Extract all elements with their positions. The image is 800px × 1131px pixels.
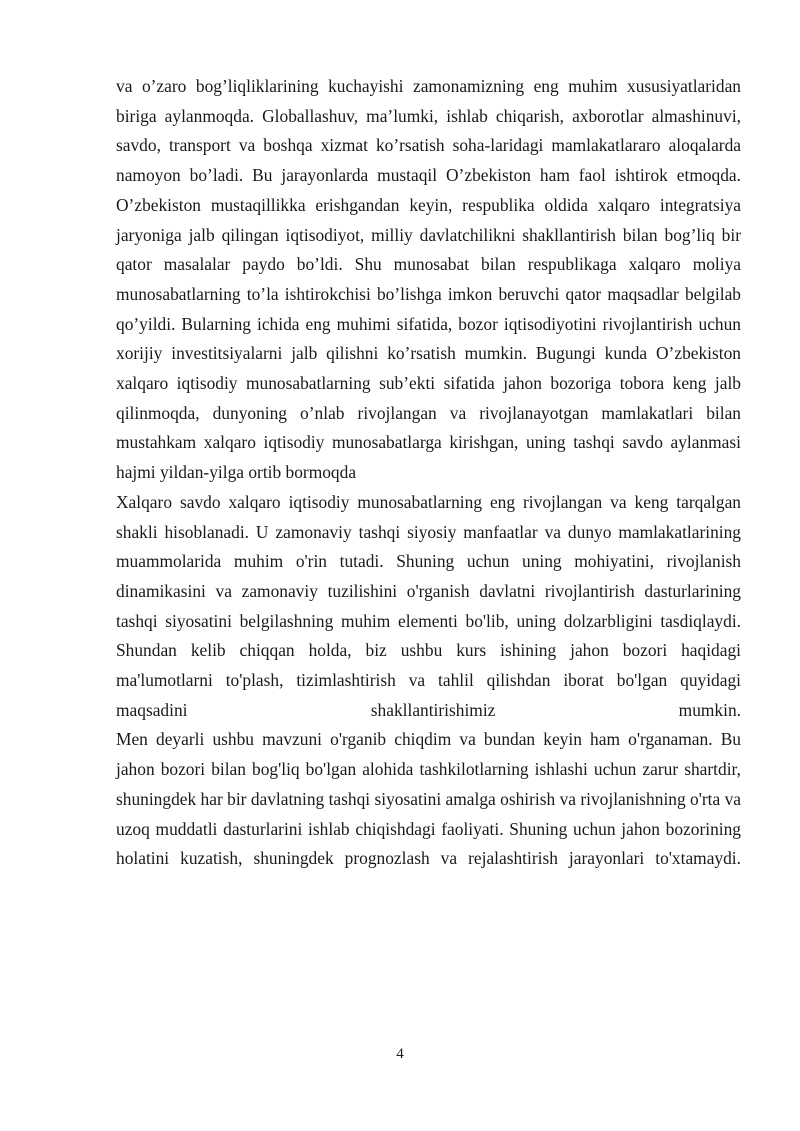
document-body bbox=[116, 72, 741, 874]
paragraph-globalization: va o’zaro bog’liqliklarining kuchayishi zamonamizning eng muhim xususiyatlaridan biriga aylanmoqda. Globallashuv, ma’lumki, ishlab chiqarish, axborotlar almashinuvi, savdo, transport va boshqa xizmat ko’rsatish soha-laridagi mamlakatlararo aloqalarda namoyon bo’ladi. Bu jarayonlarda mustaqil O’zbekiston ham faol ishtirok etmoqda. O’zbekiston mustaqillikka erishgandan keyin, respublika oldida xalqaro integratsiya jaryoniga jalb qilingan iqtisodiyot, milliy davlatchilikni shakllantirish bilan bog’liq bir qator masalalar paydo bo’ldi. Shu munosabat bilan respublikaga xalqaro moliya munosabatlarning to’la ishtirokchisi bo’lishga imkon beruvchi qator maqsadlar belgilab qo’yildi. Bularning ichida eng muhimi sifatida, bozor iqtisodiyotini rivojlantirish uchun xorijiy investitsiyalarni jalb qilishni ko’rsatish mumkin. Bugungi kunda O’zbekiston xalqaro iqtisodiy munosabatlarning sub’ekti sifatida jahon bozoriga tobora keng jalb qilinmoqda, dunyoning o’nlab rivojlangan va rivojlanayotgan mamlakatlari bilan mustahkam xalqaro iqtisodiy munosabatlarga kirishgan, uning tashqi savdo aylanmasi hajmi yildan-yilga ortib bormoqda bbox=[116, 76, 741, 483]
page-number: 4 bbox=[396, 1046, 404, 1062]
paragraph-study-topic: Men deyarli ushbu mavzuni o'rganib chiqdim va bundan keyin ham o'rganaman. Bu jahon bozori bilan bog'liq bo'lgan alohida tashkilotlarning ishlashi uchun zarur shartdir, shuningdek har bir davlatning tashqi siyosatini amalga oshirish va rivojlanishning o'rta va uzoq muddatli dasturlarini ishlab chiqishdagi faoliyati. Shuning uchun jahon bozorining holatini kuzatish, shuningdek prognozlash va rejalashtirish jarayonlari to'xtamaydi. bbox=[116, 729, 741, 869]
paragraph-course-goal: Shundan kelib chiqqan holda, biz ushbu kurs ishining jahon bozori haqidagi ma'lumotlarni to'plash, tizimlashtirish va tahlil qilishdan iborat bo'lgan quyidagi maqsadini shakllantirishimiz mumkin. bbox=[116, 640, 741, 720]
paragraph-international-trade: Xalqaro savdo xalqaro iqtisodiy munosabatlarning eng rivojlangan va keng tarqalgan shakli hisoblanadi. U zamonaviy tashqi siyosiy manfaatlar va dunyo mamlakatlarining muammolarida muhim o'rin tutadi. Shuning uchun uning mohiyatini, rivojlanish dinamikasini va zamonaviy tuzilishini o'rganish davlatni rivojlantirish dasturlarining tashqi siyosatini belgilashning muhim elementi bo'lib, uning dolzarbligini tasdiqlaydi. bbox=[116, 491, 741, 631]
